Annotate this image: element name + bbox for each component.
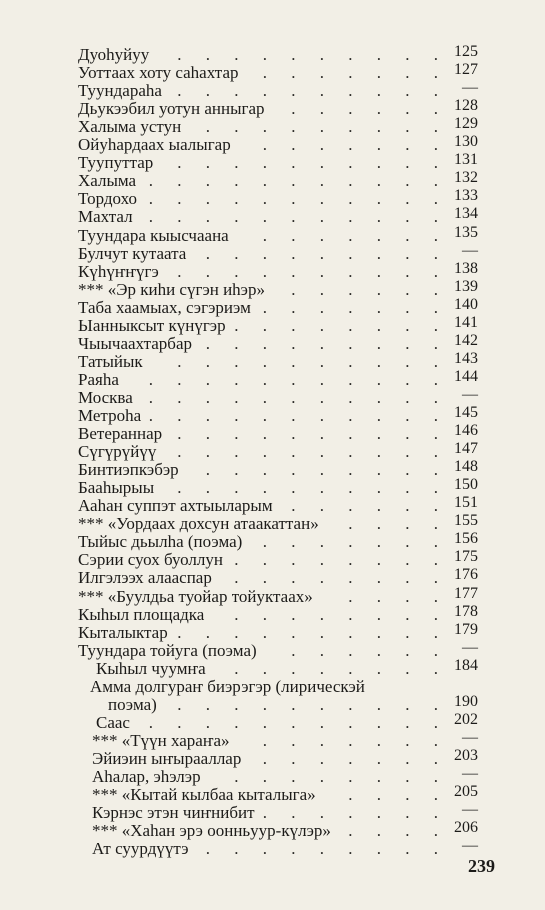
toc-entry [90,678,478,696]
toc-entry-page: 132 [454,169,478,186]
toc-entry-title: Булчут кутаата [78,244,187,263]
toc-entry-page: 150 [454,476,478,493]
toc-entry-page: — [462,386,478,403]
toc-entry [78,296,478,317]
toc-entry-page: 128 [454,97,478,114]
leader-dots: . . . . . . . . [234,550,448,569]
toc-entry [78,458,478,479]
toc-entry-title: Тыйыс дьылһа (поэма) [78,532,243,551]
leader-dots: . . . . . . . . [234,605,448,624]
toc-entry [96,657,478,678]
toc-entry [78,260,478,281]
toc-entry-page: — [462,801,478,818]
toc-entry-page: 205 [454,783,478,800]
toc-entry-title: Туундара тойуга (поэма) [78,641,257,660]
toc-entry-page: 202 [454,711,478,728]
toc-entry [96,711,478,732]
toc-entry-page: 156 [454,530,478,547]
toc-entry-page: 190 [454,693,478,710]
toc-entry-page: 130 [454,133,478,150]
toc-entry-page: — [462,242,478,259]
leader-dots: . . . . . . . [262,749,448,768]
toc-entry [78,332,478,353]
leader-dots: . . . . . . . . [234,316,448,335]
toc-entry [78,115,478,136]
toc-entry-page: 184 [454,657,478,674]
leader-dots: . . . . . . . [262,135,448,154]
toc-entry [92,819,478,840]
toc-entry-page: 147 [454,440,478,457]
leader-dots: . . . . . . . . . . . [148,171,448,190]
toc-entry-title: Эйиэин ыҥырааллар [92,749,242,768]
toc-entry [78,169,478,190]
toc-entry-page: 177 [454,585,478,602]
leader-dots: . . . . . . . . . [205,460,448,479]
toc-entry-title: Кыһыл площадка [78,605,205,624]
toc-entry-title: Дьукээбил уотун анныгар [78,99,265,118]
leader-dots: . . . . . . . . . . [177,352,448,371]
toc-entry [78,530,478,551]
leader-dots: . . . . . . . . [234,659,448,678]
toc-entry-title: Ааһан суппэт ахтыыларым [78,496,273,515]
toc-entry-title: Уоттаах хоту саһахтар [78,63,239,82]
toc-entry-title: *** «Буулдьа туойар тойуктаах» [78,587,313,606]
leader-dots: . . . . . . . . . [205,117,448,136]
toc-entry-title: Махтал [78,207,133,226]
toc-entry-title: Ат суурдүүтэ [92,839,189,858]
toc-entry [78,224,478,245]
toc-entry-title: Дуоһуйуу [78,45,150,64]
leader-dots: . . . . . . . . . . [177,442,448,461]
toc-entry-page: 133 [454,187,478,204]
toc-entry-page: 179 [454,621,478,638]
leader-dots: . . . . [348,587,448,606]
toc-entry-page: 148 [454,458,478,475]
toc-entry-page: — [462,729,478,746]
leader-dots: . . . . . . . . . . [177,81,448,100]
toc-entry-title: Амма долгураҥ биэрэгэр (лирическэй [90,677,365,696]
toc-entry-title: Бааһырыы [78,478,155,497]
leader-dots: . . . . . . [291,99,448,118]
leader-dots: . . . . . . . . . . . [148,406,448,425]
toc-entry-page: 139 [454,278,478,295]
toc-entry [78,476,478,497]
toc-entry [92,765,478,786]
leader-dots: . . . . . . . . . . [177,695,448,714]
toc-entry-page: 144 [454,368,478,385]
toc-entry-page: 138 [454,260,478,277]
toc-entry [78,566,478,587]
toc-entry-title: *** «Уордаах дохсун атаакаттан» [78,514,319,533]
leader-dots: . . . . . . . [262,532,448,551]
toc-entry-page: 155 [454,512,478,529]
toc-entry [78,512,478,533]
toc-entry-title: Кыталыктар [78,623,168,642]
leader-dots: . . . . . . [291,496,448,515]
toc-entry [78,97,478,118]
leader-dots: . . . . . . [291,280,448,299]
toc-entry-title: Чыычаахтарбар [78,334,192,353]
toc-entry [78,585,478,606]
toc-entry-page: — [462,765,478,782]
toc-entry-page: 142 [454,332,478,349]
toc-entry-title: Туупуттар [78,153,154,172]
toc-entry-title: Ветераннар [78,424,163,443]
toc-entry-page: 141 [454,314,478,331]
leader-dots: . . . . . . . [262,226,448,245]
toc-entry [78,79,478,100]
toc-entry-title: Кыһыл чуумҥа [96,659,206,678]
toc-entry [78,603,478,624]
toc-entry-page: — [462,79,478,96]
leader-dots: . . . . . . . . . . [177,424,448,443]
toc-entry-title: Москва [78,388,133,407]
toc-entry-title: *** «Кытай кылбаа кыталыга» [92,785,316,804]
leader-dots: . . . . . . . . [234,767,448,786]
toc-entry-page: — [462,837,478,854]
toc-entry [78,386,478,407]
leader-dots: . . . . . . . [262,803,448,822]
toc-entry-title: Халыма [78,171,137,190]
toc-entry-title: Туундара кыысчаана [78,226,229,245]
toc-entry [92,801,478,822]
toc-entry [92,783,478,804]
toc-entry-title: Ойуһардаах ыалыгар [78,135,231,154]
toc-entry [78,151,478,172]
toc-entry [78,422,478,443]
leader-dots: . . . . . . . . . . . [148,388,448,407]
leader-dots: . . . . . . . . . . . [148,713,448,732]
toc-entry-title: Татыйык [78,352,143,371]
toc-entry [78,440,478,461]
toc-entry [78,133,478,154]
toc-entry-page: 127 [454,61,478,78]
toc-entry [78,494,478,515]
toc-entry [92,837,478,858]
toc-entry-title: Халыма устун [78,117,182,136]
toc-entry-page: 176 [454,566,478,583]
toc-entry-title: Сэрии суох буоллун [78,550,223,569]
toc-entry-page: 125 [454,43,478,60]
toc-entry [78,187,478,208]
toc-entry-page: 131 [454,151,478,168]
toc-entry-page: — [462,639,478,656]
toc-entry-title: Туундараһа [78,81,162,100]
leader-dots: . . . . . . . . . . [177,478,448,497]
toc-entry-title: *** «Хаһан эрэ оонньуур-күлэр» [92,821,331,840]
leader-dots: . . . . . . . . . . [177,623,448,642]
leader-dots: . . . . . . . . . . . [148,207,448,226]
toc-entry-page: 203 [454,747,478,764]
toc-entry-title: Метроһа [78,406,142,425]
toc-entry-title: Тордохо [78,189,137,208]
toc-entry [78,314,478,335]
toc-entry-title: Кэрнэс этэн чиҥнибит [92,803,255,822]
toc-entry-title: Илгэлээх алааспар [78,568,212,587]
toc-entry-title: *** «Түүн хараҥа» [92,731,230,750]
toc-entry [108,693,478,714]
toc-entry-title: Сүгүрүйүү [78,442,157,461]
leader-dots: . . . . . . . . . [205,839,448,858]
toc-entry [78,61,478,82]
toc-entry [78,350,478,371]
toc-entry [78,278,478,299]
leader-dots: . . . . . . . . . . . [148,370,448,389]
leader-dots: . . . . . . . . . . [177,45,448,64]
leader-dots: . . . . [348,514,448,533]
toc-entry-page: 146 [454,422,478,439]
toc-entry-title: Күһүҥҥүгэ [78,262,159,281]
leader-dots: . . . . . . . . . . . [148,189,448,208]
toc-entry-page: 178 [454,603,478,620]
toc-entry [78,404,478,425]
toc-entry [78,548,478,569]
toc-entry-page: 151 [454,494,478,511]
toc-entry-title: Саас [96,713,130,732]
toc-entry-page: 145 [454,404,478,421]
toc-entry-title: Таба хаамыах, сэгэриэм [78,298,251,317]
toc-entry-title: поэма) [108,695,157,714]
leader-dots: . . . . . . . . . . [177,153,448,172]
leader-dots: . . . . . . . . . [205,334,448,353]
toc-entry-title: *** «Эр киһи сүгэн иһэр» [78,280,265,299]
toc-entry-page: 134 [454,205,478,222]
toc-entry-page: 175 [454,548,478,565]
toc-entry-title: Раяһа [78,370,119,389]
toc-entry-page: 129 [454,115,478,132]
toc-entry-title: Аһалар, эһэлэр [92,767,201,786]
leader-dots: . . . . . . [291,641,448,660]
leader-dots: . . . . . . . . [234,568,448,587]
toc-entry-title: Ыанныксыт күнүгэр [78,316,226,335]
toc-entry [92,747,478,768]
toc-entry [78,242,478,263]
leader-dots: . . . . . . . . . . [177,262,448,281]
toc-entry [78,43,478,64]
leader-dots: . . . . . . . . . [205,244,448,263]
toc-entry-page: 143 [454,350,478,367]
toc-entry [78,368,478,389]
toc-entry-page: 140 [454,296,478,313]
leader-dots: . . . . . . . [262,63,448,82]
toc-entry [78,621,478,642]
toc-entry-page: 206 [454,819,478,836]
toc-entry [78,205,478,226]
toc-entry [78,639,478,660]
page-number: 239 [468,856,495,876]
toc-entry-title: Бинтиэпкэбэр [78,460,179,479]
leader-dots: . . . . [348,821,448,840]
leader-dots: . . . . . . . [262,298,448,317]
leader-dots: . . . . [348,785,448,804]
toc-entry [92,729,478,750]
toc-entry-page: 135 [454,224,478,241]
leader-dots: . . . . . . . [262,731,448,750]
